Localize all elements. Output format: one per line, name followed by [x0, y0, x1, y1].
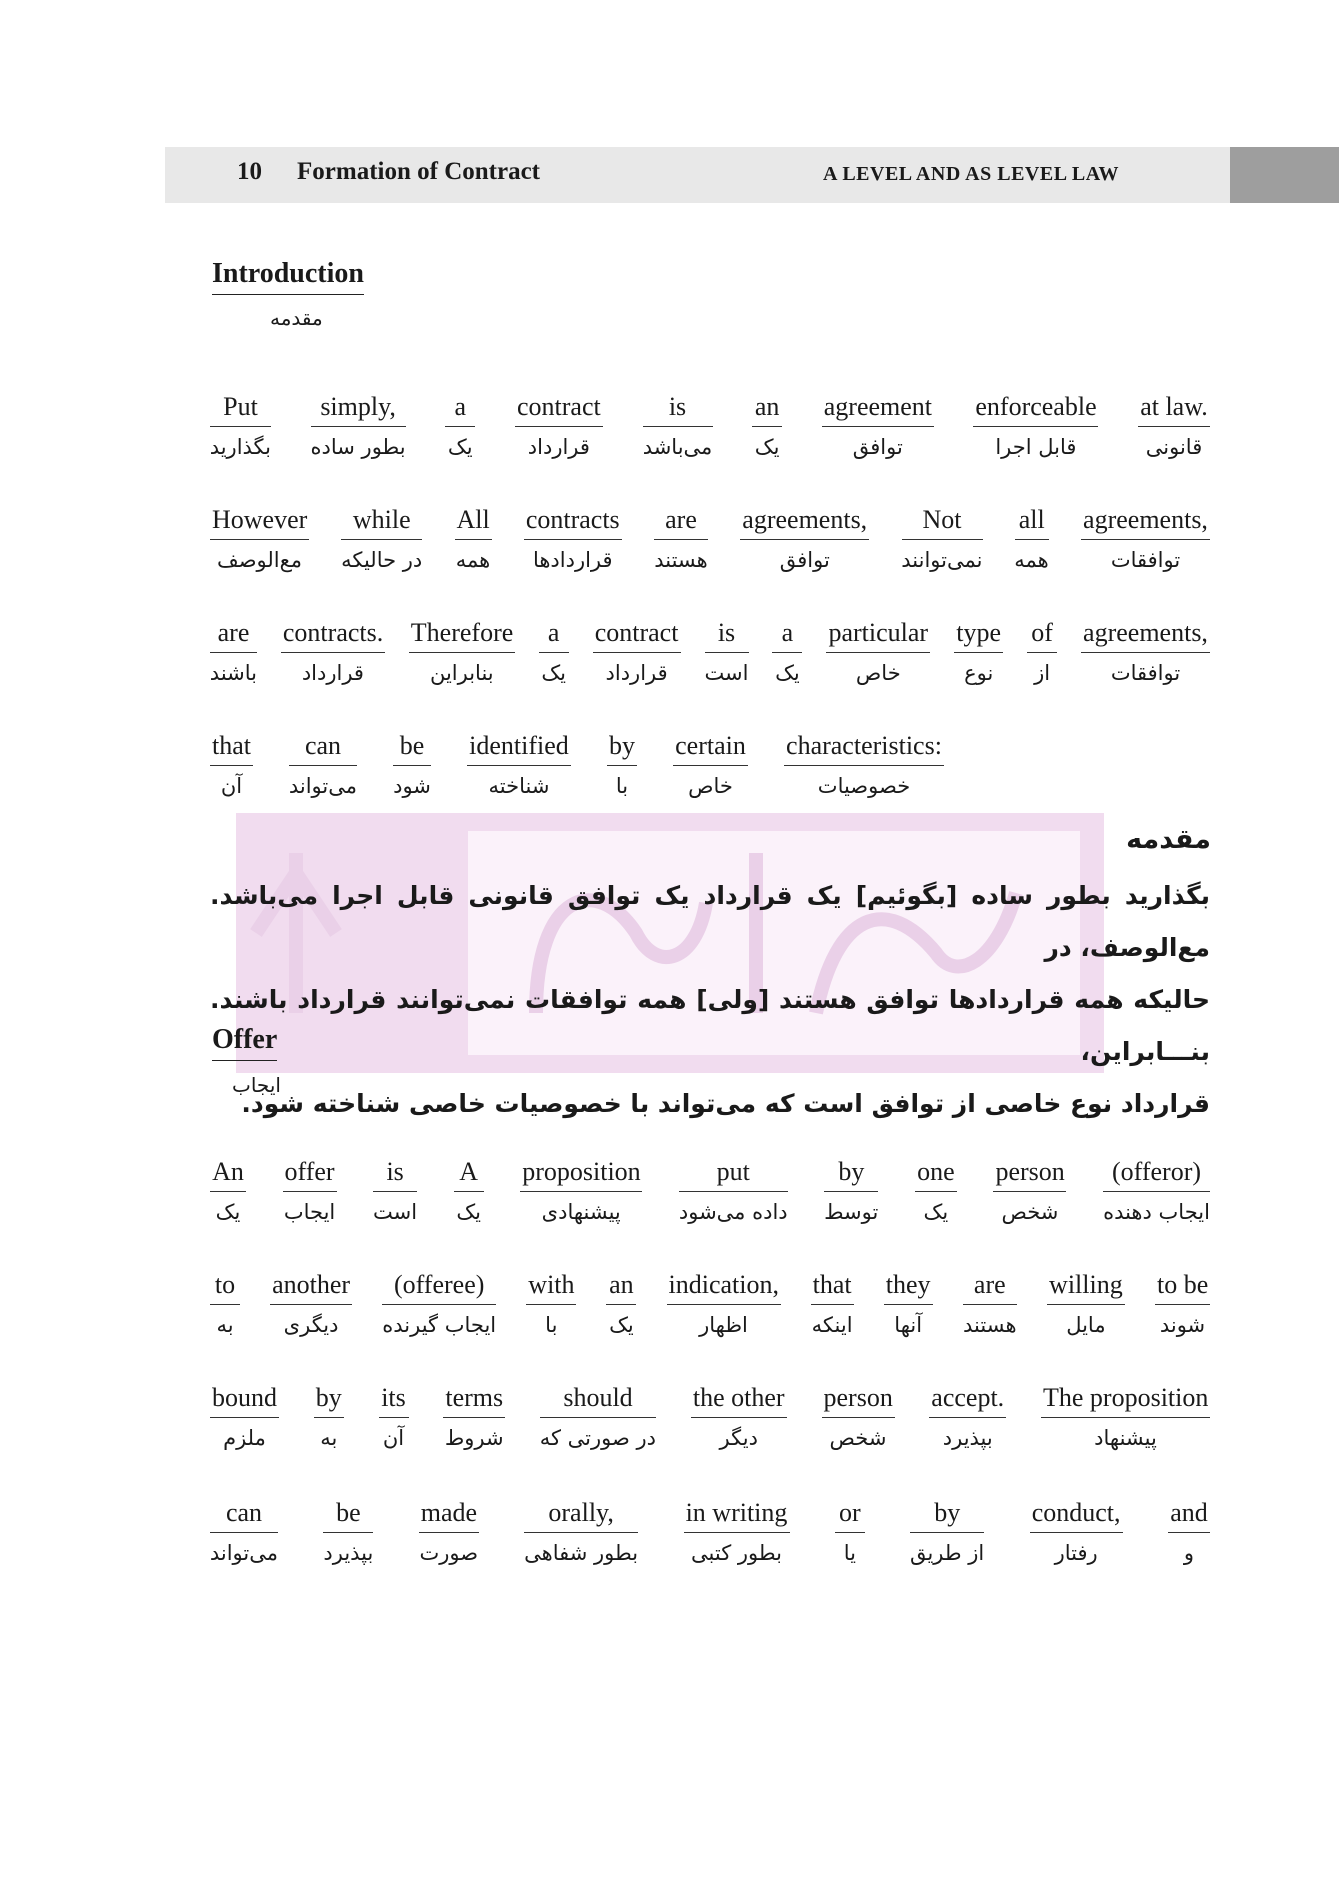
gloss-word-en: Put [210, 390, 271, 427]
gloss-word-fa: شخص [1001, 1200, 1059, 1224]
gloss-line-3 [210, 616, 1210, 702]
gloss-pair [910, 1496, 984, 1571]
gloss-word-en: offer [283, 1155, 337, 1192]
gloss-word-en: A [454, 1155, 484, 1192]
gloss-word-fa: می‌تواند [288, 774, 357, 798]
gloss-pair [540, 1381, 656, 1456]
gloss-pair [884, 1268, 933, 1343]
gloss-pair [1081, 503, 1210, 578]
gloss-pair [811, 1268, 854, 1343]
gloss-word-en: characteristics: [784, 729, 944, 766]
gloss-pair [445, 390, 475, 465]
gloss-word-en: An [210, 1155, 246, 1192]
gloss-pair [455, 503, 492, 578]
gloss-pair [311, 390, 406, 465]
gloss-word-en: by [910, 1496, 984, 1533]
gloss-word-en: be [323, 1496, 373, 1533]
gloss-word-fa: یک [609, 1313, 634, 1337]
gloss-pair [679, 1155, 788, 1230]
gloss-pair [826, 616, 930, 691]
gloss-word-fa: اظهار [699, 1313, 748, 1337]
gloss-pair [210, 1155, 246, 1230]
introduction-heading-fa: مقدمه [270, 306, 323, 330]
gloss-pair [822, 1381, 895, 1456]
gloss-word-en: made [419, 1496, 479, 1533]
gloss-word-en: by [314, 1381, 344, 1418]
gloss-word-en: all [1015, 503, 1049, 540]
gloss-word-fa: مایل [1066, 1313, 1106, 1337]
gloss-word-fa: بطور کتبی [691, 1541, 782, 1565]
gloss-word-fa: در حالیکه [341, 548, 423, 572]
gloss-pair [954, 616, 1003, 691]
gloss-word-en: a [539, 616, 569, 653]
gloss-word-fa: شخص [829, 1426, 887, 1450]
gloss-word-fa: قرارداد [605, 661, 668, 685]
gloss-word-en: while [341, 503, 422, 540]
gloss-pair [210, 729, 253, 804]
persian-summary-paragraph [210, 870, 1210, 1130]
gloss-word-en: a [445, 390, 475, 427]
gloss-pair [210, 1268, 240, 1343]
gloss-line-6 [210, 1268, 1210, 1354]
gloss-word-en: an [606, 1268, 636, 1305]
gloss-word-en: contracts [524, 503, 622, 540]
gloss-word-fa: داده می‌شود [678, 1200, 788, 1224]
gloss-word-fa: است [373, 1200, 418, 1224]
gloss-word-fa: توافقات [1110, 548, 1181, 572]
gloss-line-5 [210, 1155, 1210, 1241]
gloss-word-fa: یا [843, 1541, 856, 1565]
persian-summary-line: حالیکه همه قراردادها توافق هستند [ولی] همه توافقات نمی‌توانند قرارداد باشند. بنـــابراین، [210, 985, 1210, 1066]
gloss-pair [973, 390, 1098, 465]
header-edge-tab [1230, 147, 1339, 203]
gloss-word-en: is [705, 616, 749, 653]
gloss-word-fa: یک [215, 1200, 241, 1224]
gloss-word-fa: خاص [855, 661, 901, 685]
gloss-pair [515, 390, 603, 465]
gloss-pair [607, 729, 637, 804]
offer-heading-fa: ایجاب [232, 1073, 281, 1097]
gloss-word-fa: بطور ساده [310, 435, 406, 459]
gloss-pair [1103, 1155, 1210, 1230]
gloss-word-en: in writing [684, 1496, 790, 1533]
gloss-word-en: they [884, 1268, 933, 1305]
gloss-word-en: willing [1047, 1268, 1125, 1305]
gloss-pair [902, 503, 983, 578]
gloss-pair [740, 503, 869, 578]
gloss-pair [705, 616, 749, 691]
gloss-pair [210, 1381, 279, 1456]
gloss-word-en: that [210, 729, 253, 766]
gloss-word-fa: یک [541, 661, 566, 685]
gloss-pair [667, 1268, 781, 1343]
persian-summary-heading: مقدمه [1126, 824, 1211, 855]
gloss-word-en: bound [210, 1381, 279, 1418]
offer-heading: Offer [212, 1022, 277, 1061]
gloss-pair [1168, 1496, 1210, 1571]
gloss-pair [824, 1155, 878, 1230]
gloss-pair [654, 503, 708, 578]
gloss-pair [373, 1155, 417, 1230]
gloss-word-en: contract [593, 616, 681, 653]
gloss-pair [835, 1496, 865, 1571]
gloss-pair [1081, 616, 1210, 691]
gloss-word-en: orally, [524, 1496, 638, 1533]
gloss-pair [314, 1381, 344, 1456]
gloss-word-fa: هستند [654, 548, 708, 572]
gloss-pair [281, 616, 385, 691]
gloss-line-8 [210, 1496, 1210, 1582]
gloss-word-en: identified [467, 729, 571, 766]
gloss-word-en: Not [902, 503, 983, 540]
gloss-word-en: simply, [311, 390, 406, 427]
gloss-word-fa: بپذیرد [942, 1426, 993, 1450]
gloss-word-en: to [210, 1268, 240, 1305]
gloss-word-en: an [752, 390, 782, 427]
gloss-word-fa: خصوصیات [817, 774, 911, 798]
gloss-pair [1047, 1268, 1125, 1343]
gloss-word-fa: قابل اجرا [995, 435, 1077, 459]
gloss-pair [993, 1155, 1066, 1230]
gloss-pair [963, 1268, 1017, 1343]
gloss-pair [210, 1496, 278, 1571]
gloss-word-fa: با [545, 1313, 558, 1337]
gloss-word-en: to be [1155, 1268, 1210, 1305]
gloss-pair [283, 1155, 337, 1230]
gloss-pair [1138, 390, 1210, 465]
gloss-word-fa: توسط [824, 1200, 879, 1224]
gloss-word-en: its [379, 1381, 409, 1418]
gloss-word-fa: رفتار [1054, 1541, 1098, 1565]
gloss-word-fa: بگذارید [209, 435, 271, 459]
gloss-word-en: can [210, 1496, 278, 1533]
gloss-pair [539, 616, 569, 691]
gloss-pair [419, 1496, 479, 1571]
gloss-pair [341, 503, 422, 578]
gloss-word-en: contract [515, 390, 603, 427]
chapter-title: Formation of Contract [297, 158, 540, 185]
gloss-word-fa: آنها [894, 1313, 923, 1337]
gloss-word-fa: نوع [964, 661, 994, 685]
gloss-word-fa: از طریق [909, 1541, 985, 1565]
gloss-word-fa: دیگری [283, 1313, 339, 1337]
gloss-line-7 [210, 1381, 1210, 1467]
gloss-word-en: by [824, 1155, 878, 1192]
gloss-word-fa: قرارداد [527, 435, 590, 459]
persian-summary-line: قرارداد نوع خاصی از توافق است که می‌تواند با خصوصیات خاصی شناخته شود. [241, 1089, 1210, 1118]
gloss-word-fa: شوند [1159, 1313, 1206, 1337]
gloss-pair [606, 1268, 636, 1343]
gloss-word-fa: همه [1014, 548, 1049, 572]
gloss-word-en: certain [673, 729, 748, 766]
gloss-word-en: that [811, 1268, 854, 1305]
gloss-word-en: a [772, 616, 802, 653]
gloss-pair [929, 1381, 1006, 1456]
gloss-word-en: is [373, 1155, 417, 1192]
gloss-pair [382, 1268, 496, 1343]
gloss-pair [673, 729, 748, 804]
gloss-word-en: terms [443, 1381, 505, 1418]
gloss-word-fa: آن [220, 774, 243, 798]
gloss-word-en: type [954, 616, 1003, 653]
gloss-pair [210, 616, 257, 691]
gloss-word-fa: ایجاب گیرنده [382, 1313, 497, 1337]
gloss-word-fa: و [1183, 1541, 1195, 1565]
gloss-word-en: agreement [822, 390, 934, 427]
gloss-word-fa: ایجاب دهنده [1103, 1200, 1210, 1224]
gloss-pair [524, 503, 622, 578]
gloss-word-en: contracts. [281, 616, 385, 653]
gloss-word-en: be [393, 729, 431, 766]
gloss-word-en: person [822, 1381, 895, 1418]
gloss-word-en: are [654, 503, 708, 540]
gloss-word-en: enforceable [973, 390, 1098, 427]
gloss-pair [643, 390, 713, 465]
gloss-pair [593, 616, 681, 691]
gloss-pair [526, 1268, 576, 1343]
gloss-pair [323, 1496, 373, 1571]
gloss-word-fa: بطور شفاهی [524, 1541, 639, 1565]
gloss-word-en: by [607, 729, 637, 766]
page-number: 10 [237, 158, 262, 185]
gloss-word-fa: ملزم [223, 1426, 266, 1450]
gloss-pair [1155, 1268, 1210, 1343]
gloss-word-fa: شود [393, 774, 431, 798]
gloss-word-fa: آن [382, 1426, 405, 1450]
gloss-pair [210, 503, 309, 578]
gloss-pair [393, 729, 431, 804]
gloss-word-en: (offeree) [382, 1268, 496, 1305]
gloss-pair [454, 1155, 484, 1230]
gloss-pair [443, 1381, 505, 1456]
persian-summary-line: بگذارید بطور ساده [بگوئیم] یک قرارداد یک توافق قانونی قابل اجرا می‌باشد. مع‌الوصف، در [210, 881, 1210, 962]
gloss-word-fa: قرارداد [301, 661, 364, 685]
gloss-word-fa: همه [455, 548, 491, 572]
gloss-word-en: agreements, [1081, 616, 1210, 653]
gloss-word-en: agreements, [1081, 503, 1210, 540]
gloss-word-en: agreements, [740, 503, 869, 540]
gloss-word-fa: اینکه [811, 1313, 853, 1337]
gloss-word-fa: به [216, 1313, 234, 1337]
gloss-pair [752, 390, 782, 465]
gloss-pair [684, 1496, 790, 1571]
gloss-word-fa: با [615, 774, 629, 798]
gloss-pair [289, 729, 357, 804]
gloss-word-fa: قانونی [1145, 435, 1203, 459]
gloss-word-en: All [455, 503, 492, 540]
gloss-pair [467, 729, 571, 804]
gloss-word-fa: نمی‌توانند [901, 548, 983, 572]
gloss-word-en: indication, [667, 1268, 781, 1305]
gloss-word-fa: یک [923, 1200, 949, 1224]
gloss-word-fa: باشند [209, 661, 257, 685]
gloss-word-en: proposition [520, 1155, 642, 1192]
gloss-pair [270, 1268, 352, 1343]
gloss-pair [520, 1155, 642, 1230]
gloss-line-2 [210, 503, 1210, 589]
gloss-word-en: The proposition [1041, 1381, 1210, 1418]
gloss-word-en: accept. [929, 1381, 1006, 1418]
gloss-word-en: at law. [1138, 390, 1210, 427]
gloss-pair [915, 1155, 957, 1230]
gloss-word-en: are [210, 616, 257, 653]
gloss-word-en: put [679, 1155, 788, 1192]
gloss-word-en: the other [691, 1381, 787, 1418]
gloss-word-en: person [993, 1155, 1066, 1192]
gloss-word-fa: خاص [688, 774, 733, 798]
gloss-word-en: another [270, 1268, 352, 1305]
gloss-line-1 [210, 390, 1210, 476]
gloss-word-en: of [1027, 616, 1057, 653]
book-title: A LEVEL AND AS LEVEL LAW [823, 163, 1119, 185]
gloss-line-4 [210, 729, 1210, 815]
gloss-word-fa: توافق [779, 548, 830, 572]
gloss-pair [1027, 616, 1057, 691]
gloss-word-en: are [963, 1268, 1017, 1305]
gloss-pair [210, 390, 271, 465]
introduction-heading: Introduction [212, 256, 364, 295]
gloss-word-en: should [540, 1381, 656, 1418]
gloss-pair [784, 729, 944, 804]
gloss-pair [409, 616, 515, 691]
gloss-word-fa: صورت [419, 1541, 479, 1565]
gloss-pair [1041, 1381, 1210, 1456]
gloss-word-fa: دیگر [719, 1426, 758, 1450]
gloss-word-fa: پیشنهادی [541, 1200, 621, 1224]
gloss-word-en: conduct, [1030, 1496, 1123, 1533]
gloss-word-fa: توافقات [1110, 661, 1181, 685]
gloss-word-en: is [643, 390, 713, 427]
gloss-pair [822, 390, 934, 465]
gloss-word-en: However [210, 503, 309, 540]
gloss-pair [379, 1381, 409, 1456]
gloss-word-en: (offeror) [1103, 1155, 1210, 1192]
gloss-word-en: or [835, 1496, 865, 1533]
gloss-word-fa: به [320, 1426, 338, 1450]
gloss-word-fa: پیشنهاد [1094, 1426, 1157, 1450]
gloss-word-en: and [1168, 1496, 1210, 1533]
gloss-word-fa: هستند [963, 1313, 1017, 1337]
gloss-word-fa: می‌تواند [209, 1541, 278, 1565]
gloss-word-en: particular [826, 616, 930, 653]
gloss-word-en: can [289, 729, 357, 766]
gloss-word-fa: شناخته [488, 774, 550, 798]
gloss-word-fa: یک [456, 1200, 481, 1224]
gloss-word-fa: توافق [852, 435, 903, 459]
gloss-word-fa: می‌باشد [642, 435, 713, 459]
gloss-word-en: with [526, 1268, 576, 1305]
gloss-word-fa: یک [775, 661, 800, 685]
gloss-word-en: Therefore [409, 616, 515, 653]
gloss-pair [1030, 1496, 1123, 1571]
gloss-word-en: one [915, 1155, 957, 1192]
gloss-word-fa: یک [754, 435, 780, 459]
gloss-word-fa: قراردادها [532, 548, 613, 572]
gloss-word-fa: ایجاب [283, 1200, 336, 1224]
gloss-word-fa: بپذیرد [323, 1541, 374, 1565]
gloss-pair [772, 616, 802, 691]
gloss-word-fa: است [704, 661, 749, 685]
gloss-word-fa: یک [447, 435, 473, 459]
gloss-pair [1015, 503, 1049, 578]
gloss-word-fa: شروط [444, 1426, 504, 1450]
gloss-word-fa: بنابراین [429, 661, 494, 685]
gloss-word-fa: در صورتی که [539, 1426, 656, 1450]
gloss-word-fa: از [1034, 661, 1051, 685]
gloss-pair [524, 1496, 638, 1571]
gloss-pair [691, 1381, 787, 1456]
gloss-word-fa: مع‌الوصف [216, 548, 303, 572]
